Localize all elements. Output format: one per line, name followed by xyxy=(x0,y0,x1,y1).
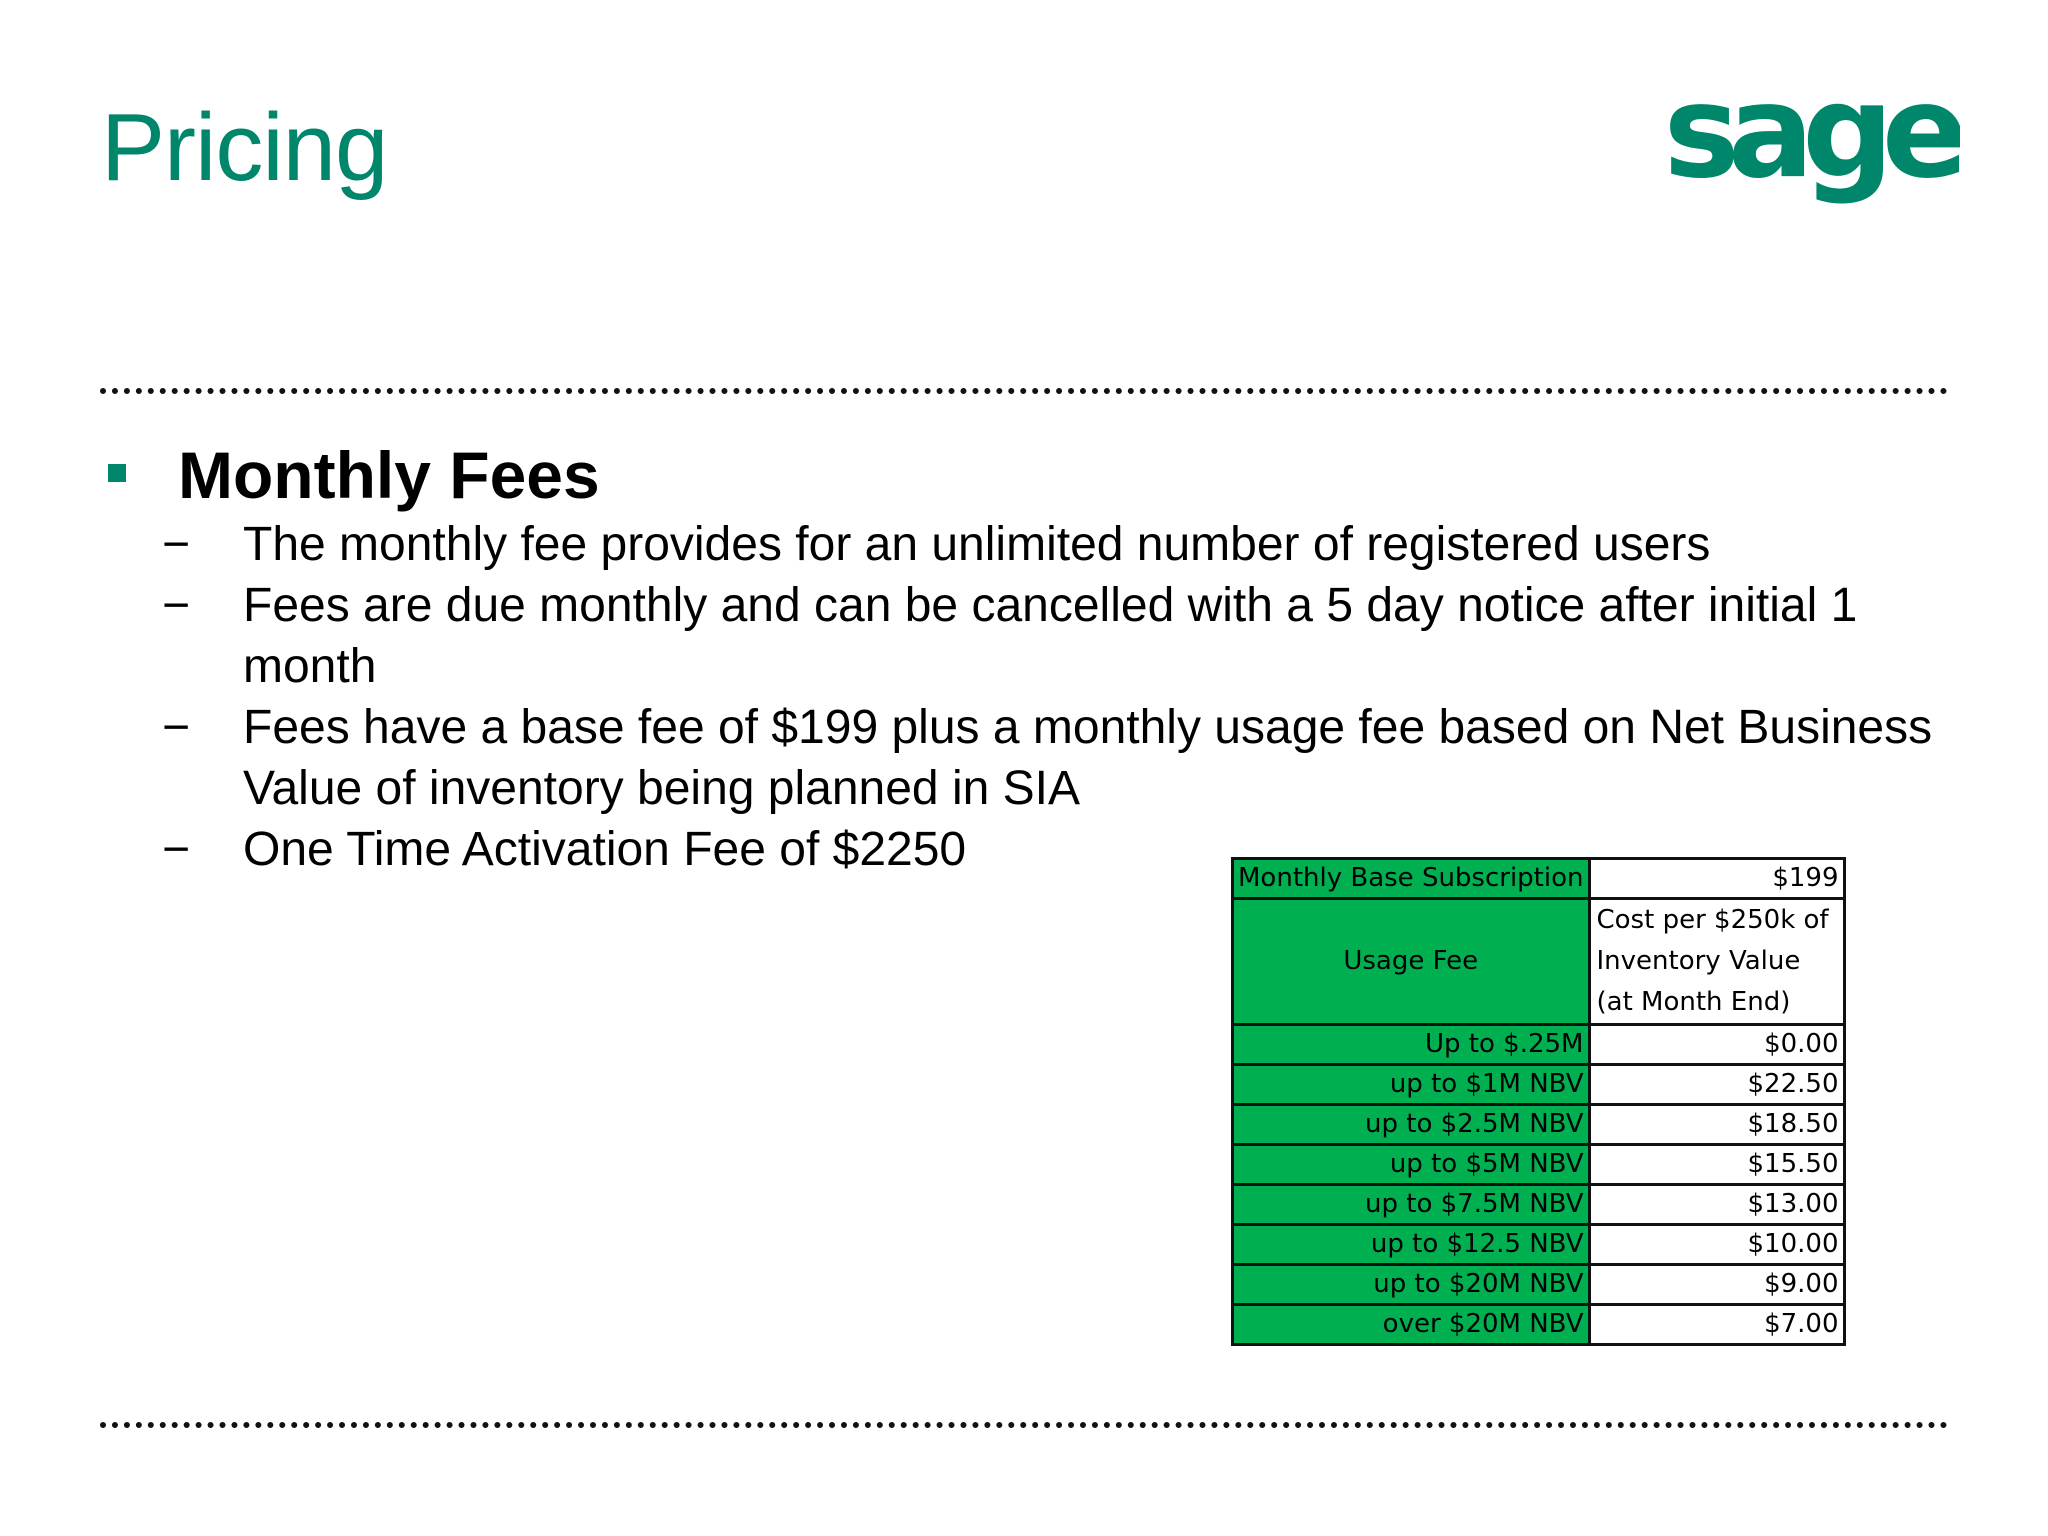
fee-details-list xyxy=(160,514,1950,880)
top-divider xyxy=(100,388,1948,394)
bottom-divider xyxy=(100,1422,1948,1428)
pricing-table xyxy=(1231,857,1846,1346)
table-row-usage xyxy=(1233,899,1845,1025)
tier-value-cell: $0.00 xyxy=(1589,1025,1844,1065)
table-row-base xyxy=(1233,859,1845,899)
tier-label-cell: up to $5M NBV xyxy=(1233,1145,1590,1185)
tier-value-cell: $9.00 xyxy=(1589,1265,1844,1305)
table-row xyxy=(1233,1105,1845,1145)
usage-value-cell: Cost per $250k of Inventory Value (at Month End) xyxy=(1589,899,1844,1025)
tier-label-cell: Up to $.25M xyxy=(1233,1025,1590,1065)
list-item xyxy=(160,575,1963,697)
dash-bullet-icon: − xyxy=(162,701,191,754)
list-item xyxy=(160,697,1963,819)
dash-bullet-icon: − xyxy=(162,518,191,571)
dash-bullet-icon: − xyxy=(162,823,191,876)
table-row xyxy=(1233,1185,1845,1225)
table-row xyxy=(1233,1065,1845,1105)
base-value-cell: $199 xyxy=(1589,859,1844,899)
list-item-text: Fees are due monthly and can be cancelled with a 5 day notice after initial 1 month xyxy=(243,579,1858,693)
table-row xyxy=(1233,1025,1845,1065)
list-item-text: One Time Activation Fee of $2250 xyxy=(243,823,967,876)
table-row xyxy=(1233,1225,1845,1265)
list-item-text: The monthly fee provides for an unlimited number of registered users xyxy=(243,518,1711,571)
logo-text: sage xyxy=(1663,80,1957,207)
base-label-cell: Monthly Base Subscription xyxy=(1233,859,1590,899)
page-title: Pricing xyxy=(101,94,388,201)
table-row xyxy=(1233,1145,1845,1185)
tier-label-cell: up to $7.5M NBV xyxy=(1233,1185,1590,1225)
tier-label-cell: up to $2.5M NBV xyxy=(1233,1105,1590,1145)
list-item xyxy=(160,514,1963,575)
usage-label-cell: Usage Fee xyxy=(1233,899,1590,1025)
table-row xyxy=(1233,1265,1845,1305)
tier-value-cell: $7.00 xyxy=(1589,1305,1844,1345)
table-row xyxy=(1233,1305,1845,1345)
section-heading: Monthly Fees xyxy=(178,438,600,512)
tier-label-cell: up to $1M NBV xyxy=(1233,1065,1590,1105)
list-item-text: Fees have a base fee of $199 plus a monthly usage fee based on Net Business Value of inventory being planned in SIA xyxy=(243,701,1933,815)
tier-label-cell: over $20M NBV xyxy=(1233,1305,1590,1345)
tier-value-cell: $22.50 xyxy=(1589,1065,1844,1105)
square-bullet-icon xyxy=(108,464,126,482)
sage-logo xyxy=(1660,80,1960,230)
tier-label-cell: up to $12.5 NBV xyxy=(1233,1225,1590,1265)
tier-value-cell: $18.50 xyxy=(1589,1105,1844,1145)
tier-value-cell: $15.50 xyxy=(1589,1145,1844,1185)
tier-label-cell: up to $20M NBV xyxy=(1233,1265,1590,1305)
tier-value-cell: $10.00 xyxy=(1589,1225,1844,1265)
tier-value-cell: $13.00 xyxy=(1589,1185,1844,1225)
dash-bullet-icon: − xyxy=(162,579,191,632)
